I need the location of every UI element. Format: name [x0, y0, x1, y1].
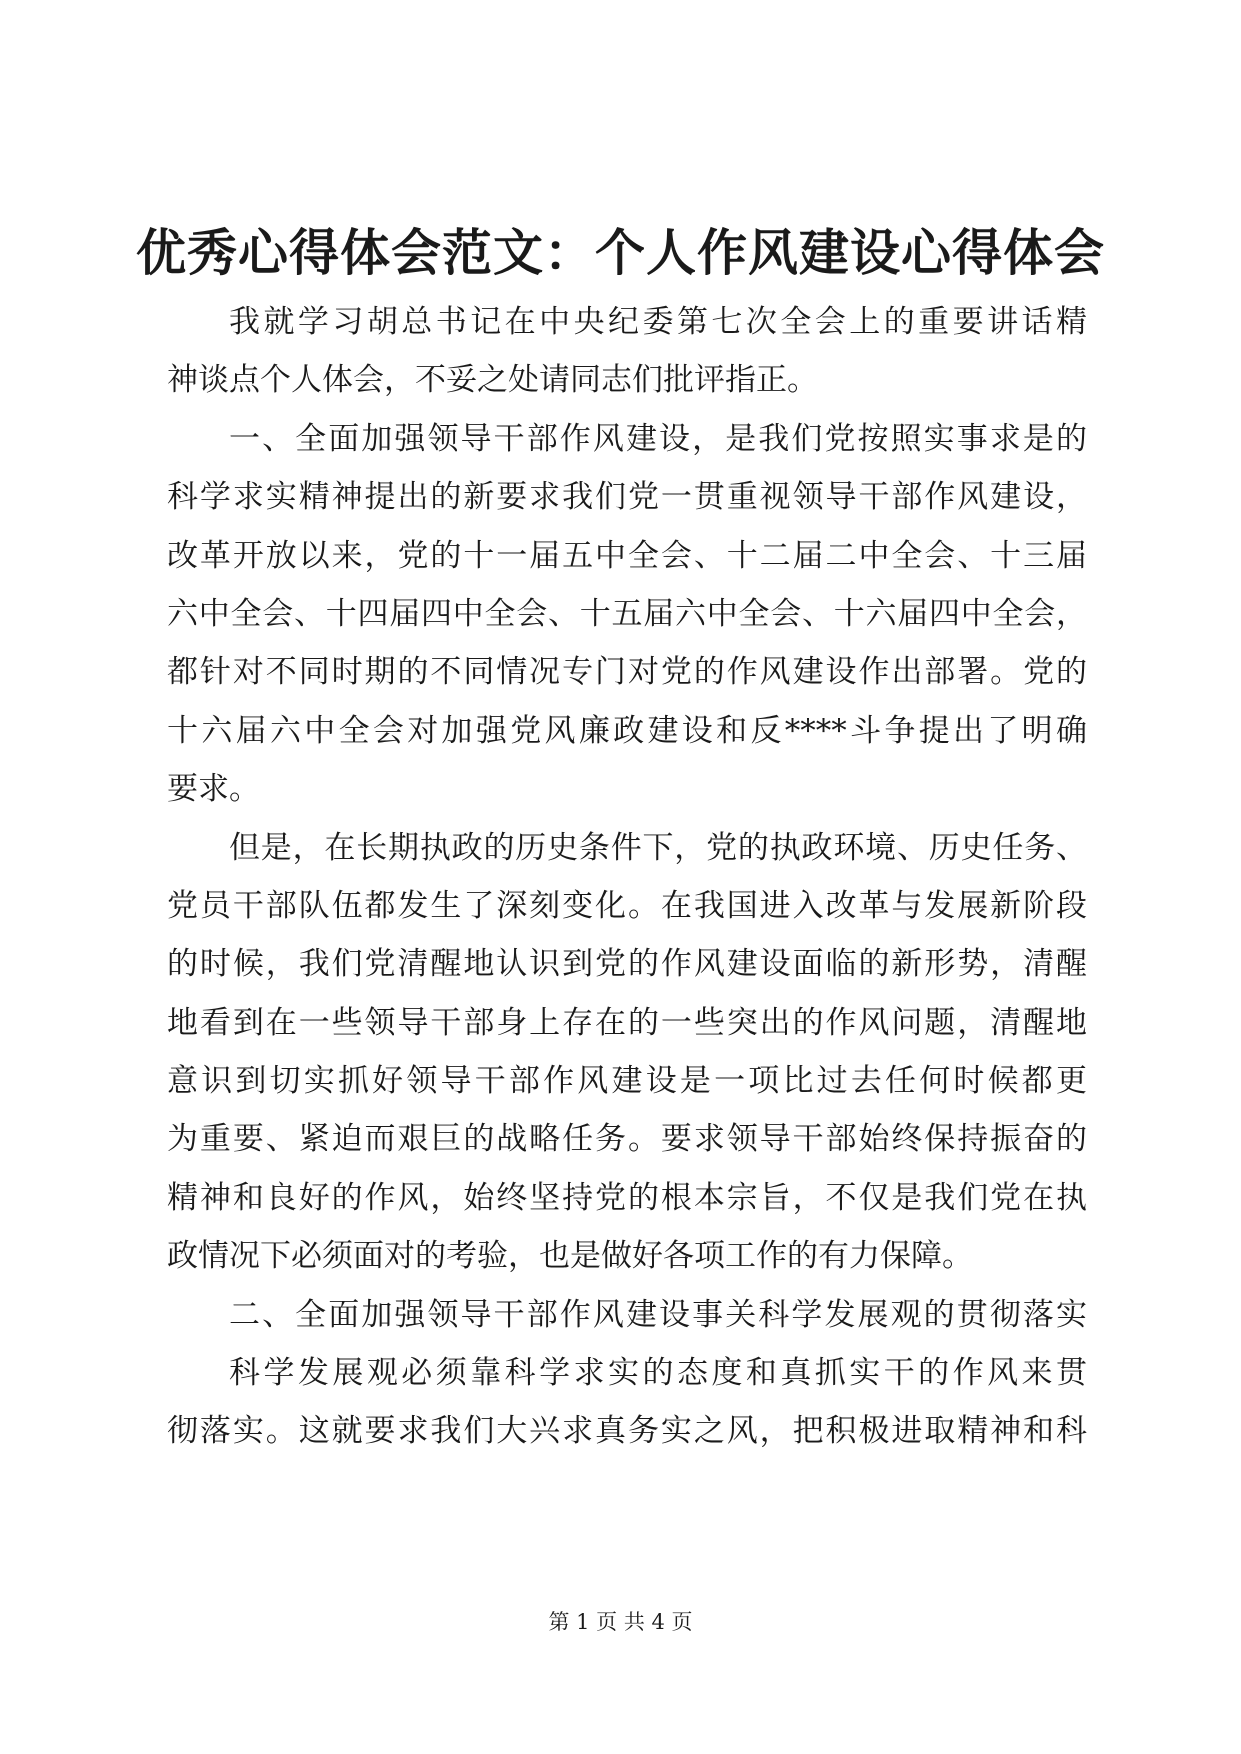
body-line: 神谈点个人体会，不妥之处请同志们批评指正。: [167, 362, 818, 399]
body-line: 六中全会、十四届四中全会、十五届六中全会、十六届四中全会，: [167, 595, 1087, 632]
body-line: 科学求实精神提出的新要求我们党一贯重视领导干部作风建设，: [167, 479, 1087, 516]
body-line: 一、全面加强领导干部作风建设，是我们党按照实事求是的: [229, 420, 1087, 457]
document-body: [167, 293, 1087, 1461]
body-line: 为重要、紧迫而艰巨的战略任务。要求领导干部始终保持振奋的: [167, 1121, 1087, 1158]
body-line: 精神和良好的作风，始终坚持党的根本宗旨，不仅是我们党在执: [167, 1179, 1087, 1216]
body-line: 但是，在长期执政的历史条件下，党的执政环境、历史任务、: [229, 829, 1087, 866]
page-number-footer: 第 1 页 共 4 页: [548, 1610, 693, 1634]
body-line: 我就学习胡总书记在中央纪委第七次全会上的重要讲话精: [229, 304, 1087, 340]
body-line: 二、全面加强领导干部作风建设事关科学发展观的贯彻落实: [229, 1296, 1087, 1333]
body-line: 党员干部队伍都发生了深刻变化。在我国进入改革与发展新阶段: [167, 887, 1087, 924]
body-line: 意识到切实抓好领导干部作风建设是一项比过去任何时候都更: [167, 1063, 1087, 1100]
body-line: 十六届六中全会对加强党风廉政建设和反****斗争提出了明确: [167, 712, 1087, 749]
body-line: 都针对不同时期的不同情况专门对党的作风建设作出部署。党的: [167, 654, 1087, 691]
body-line: 地看到在一些领导干部身上存在的一些突出的作风问题，清醒地: [167, 1004, 1087, 1041]
body-line: 要求。: [167, 771, 260, 808]
body-line: 的时候，我们党清醒地认识到党的作风建设面临的新形势，清醒: [167, 946, 1087, 983]
document-title: 优秀心得体会范文：个人作风建设心得体会: [136, 223, 1105, 282]
body-line: 彻落实。这就要求我们大兴求真务实之风，把积极进取精神和科: [167, 1413, 1087, 1450]
body-line: 科学发展观必须靠科学求实的态度和真抓实干的作风来贯: [229, 1355, 1087, 1392]
body-line: 政情况下必须面对的考验，也是做好各项工作的有力保障。: [167, 1238, 973, 1275]
body-line: 改革开放以来，党的十一届五中全会、十二届二中全会、十三届: [167, 537, 1087, 574]
